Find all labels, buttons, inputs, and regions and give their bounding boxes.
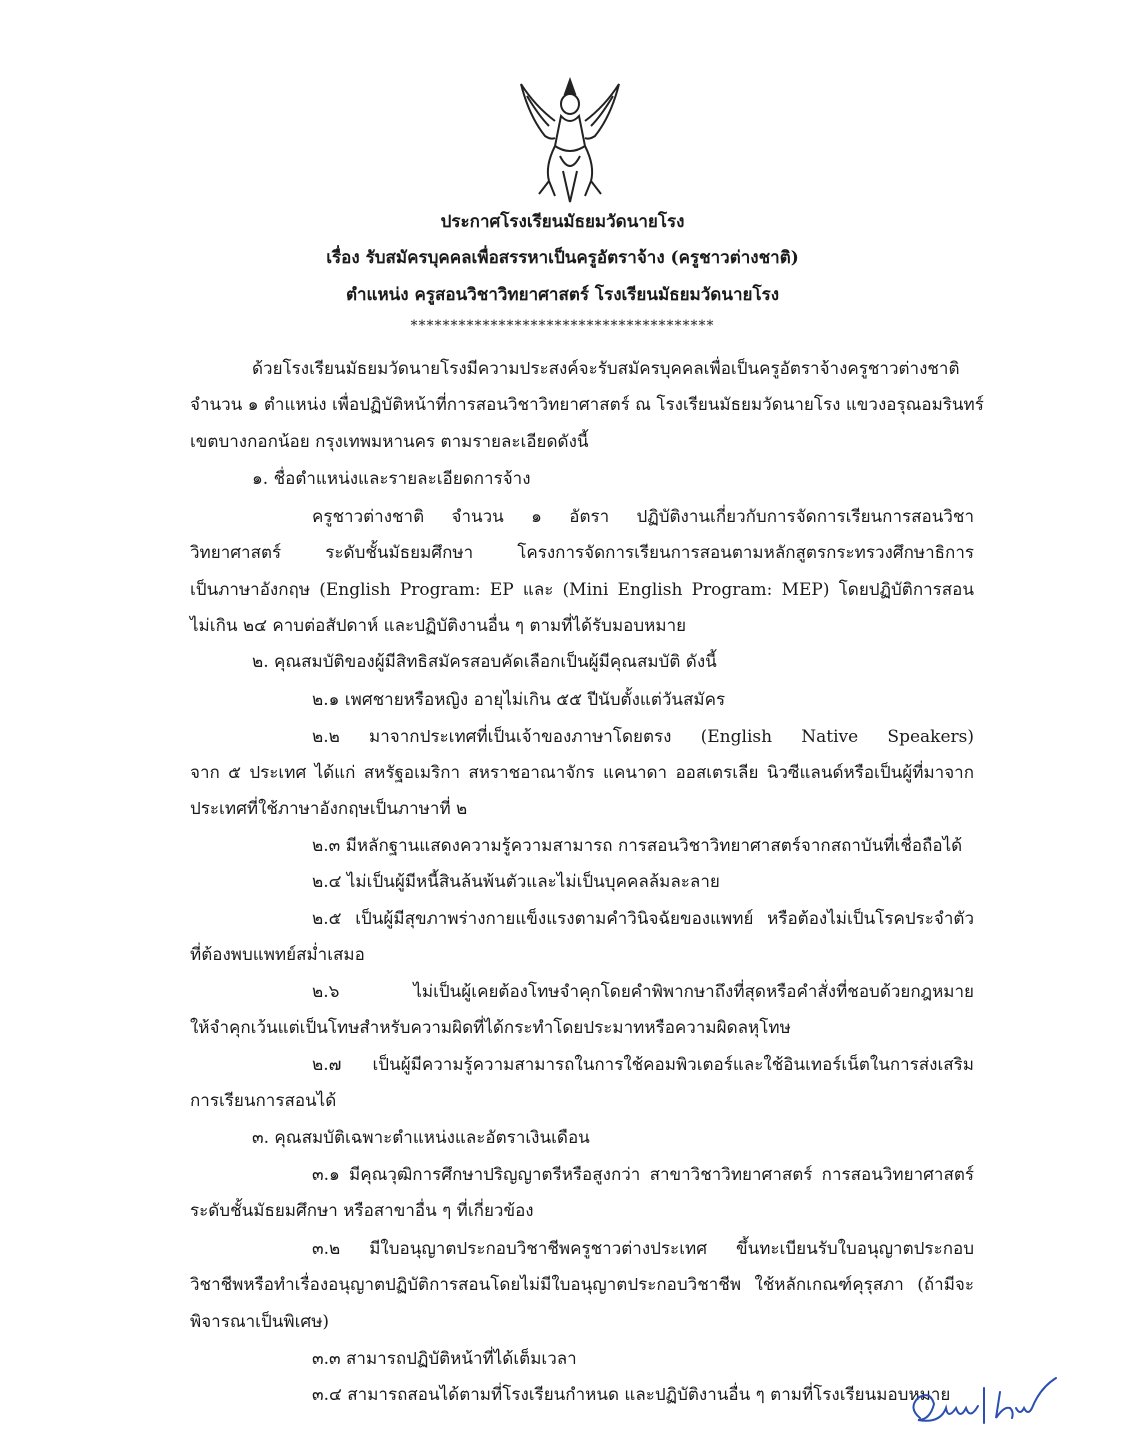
announcement-title: ประกาศโรงเรียนมัธยมวัดนายโรง (440, 212, 685, 232)
item-2-6: ๒.๖ ไม่เป็นผู้เคยต้องโทษจำคุกโดยคำพิพากษาถึงที่สุดหรือคำสั่งที่ชอบด้วยกฎหมาย (312, 982, 974, 1002)
section-1-line: ไม่เกิน ๒๔ คาบต่อสัปดาห์ และปฏิบัติงานอื่น ๆ ตามที่ได้รับมอบหมาย (190, 616, 687, 636)
item-3-4: ๓.๔ สามารถสอนได้ตามที่โรงเรียนกำหนด และปฏิบัติงานอื่น ๆ ตามที่โรงเรียนมอบหมาย (312, 1385, 951, 1405)
separator-stars: ************************************** (410, 318, 715, 334)
item-3-3: ๓.๓ สามารถปฏิบัติหน้าที่ได้เต็มเวลา (312, 1349, 577, 1369)
intro-line: เขตบางกอกน้อย กรุงเทพมหานคร ตามรายละเอียดดังนี้ (190, 432, 589, 452)
item-3-1: ๓.๑ มีคุณวุฒิการศึกษาปริญญาตรีหรือสูงกว่า สาขาวิชาวิทยาศาสตร์ การสอนวิทยาศาสตร์ (312, 1165, 974, 1185)
item-2-2: ประเทศที่ใช้ภาษาอังกฤษเป็นภาษาที่ ๒ (190, 799, 468, 819)
intro-line: จำนวน ๑ ตำแหน่ง เพื่อปฏิบัติหน้าที่การสอนวิชาวิทยาศาสตร์ ณ โรงเรียนมัธยมวัดนายโรง แขวงอรุณอมรินทร์ (190, 395, 984, 415)
garuda-emblem-icon (515, 76, 625, 206)
signature-icon (900, 1368, 1060, 1438)
section-1-line: ครูชาวต่างชาติ จำนวน ๑ อัตรา ปฏิบัติงานเกี่ยวกับการจัดการเรียนการสอนวิชา (312, 507, 974, 527)
item-3-2: พิจารณาเป็นพิเศษ) (190, 1312, 330, 1332)
item-2-7: การเรียนการสอนได้ (190, 1091, 337, 1111)
intro-line: ด้วยโรงเรียนมัธยมวัดนายโรงมีความประสงค์จะรับสมัครบุคคลเพื่อเป็นครูอัตราจ้างครูชาวต่างชาติ (252, 359, 960, 379)
item-2-2: ๒.๒ มาจากประเทศที่เป็นเจ้าของภาษาโดยตรง (English Native Speakers) (312, 727, 974, 747)
item-3-2: ๓.๒ มีใบอนุญาตประกอบวิชาชีพครูชาวต่างประเทศ ขึ้นทะเบียนรับใบอนุญาตประกอบ (312, 1239, 974, 1259)
item-2-3: ๒.๓ มีหลักฐานแสดงความรู้ความสามารถ การสอนวิชาวิทยาศาสตร์จากสถาบันที่เชื่อถือได้ (312, 836, 963, 856)
item-2-2: จาก ๕ ประเทศ ได้แก่ สหรัฐอเมริกา สหราชอาณาจักร แคนาดา ออสเตรเลีย นิวซีแลนด์หรือเป็นผู้ที่มาจาก (190, 763, 974, 783)
item-3-2: วิชาชีพหรือทำเรื่องอนุญาตปฏิบัติการสอนโดยไม่มีใบอนุญาตประกอบวิชาชีพ ใช้หลักเกณฑ์คุรุสภา (ถ้ามีจะ (190, 1275, 974, 1295)
section-1-line: วิทยาศาสตร์ ระดับชั้นมัธยมศึกษา โครงการจัดการเรียนการสอนตามหลักสูตรกระทรวงศึกษาธิการ (190, 543, 974, 563)
section-3-title: ๓. คุณสมบัติเฉพาะตำแหน่งและอัตราเงินเดือน (252, 1128, 590, 1148)
item-2-1: ๒.๑ เพศชายหรือหญิง อายุไม่เกิน ๕๕ ปีนับตั้งแต่วันสมัคร (312, 690, 726, 710)
item-3-1: ระดับชั้นมัธยมศึกษา หรือสาขาอื่น ๆ ที่เกี่ยวข้อง (190, 1201, 534, 1221)
section-2-title: ๒. คุณสมบัติของผู้มีสิทธิสมัครสอบคัดเลือกเป็นผู้มีคุณสมบัติ ดังนี้ (252, 652, 717, 672)
item-2-7: ๒.๗ เป็นผู้มีความรู้ความสามารถในการใช้คอมพิวเตอร์และใช้อินเทอร์เน็ตในการส่งเสริม (312, 1055, 974, 1075)
item-2-5: ๒.๕ เป็นผู้มีสุขภาพร่างกายแข็งแรงตามคำวินิจฉัยของแพทย์ หรือต้องไม่เป็นโรคประจำตัว (312, 909, 974, 929)
announcement-subject: เรื่อง รับสมัครบุคคลเพื่อสรรหาเป็นครูอัตราจ้าง (ครูชาวต่างชาติ) (326, 248, 799, 268)
announcement-position: ตำแหน่ง ครูสอนวิชาวิทยาศาสตร์ โรงเรียนมัธยมวัดนายโรง (345, 285, 780, 305)
item-2-4: ๒.๔ ไม่เป็นผู้มีหนี้สินล้นพ้นตัวและไม่เป็นบุคคลล้มละลาย (312, 872, 720, 892)
item-2-5: ที่ต้องพบแพทย์สม่ำเสมอ (190, 945, 365, 965)
item-2-6: ให้จำคุกเว้นแต่เป็นโทษสำหรับความผิดที่ได้กระทำโดยประมาทหรือความผิดลหุโทษ (190, 1018, 791, 1038)
section-1-line: เป็นภาษาอังกฤษ (English Program: EP และ (Mini English Program: MEP) โดยปฏิบัติการสอน (190, 580, 974, 600)
section-1-title: ๑. ชื่อตำแหน่งและรายละเอียดการจ้าง (252, 469, 531, 489)
